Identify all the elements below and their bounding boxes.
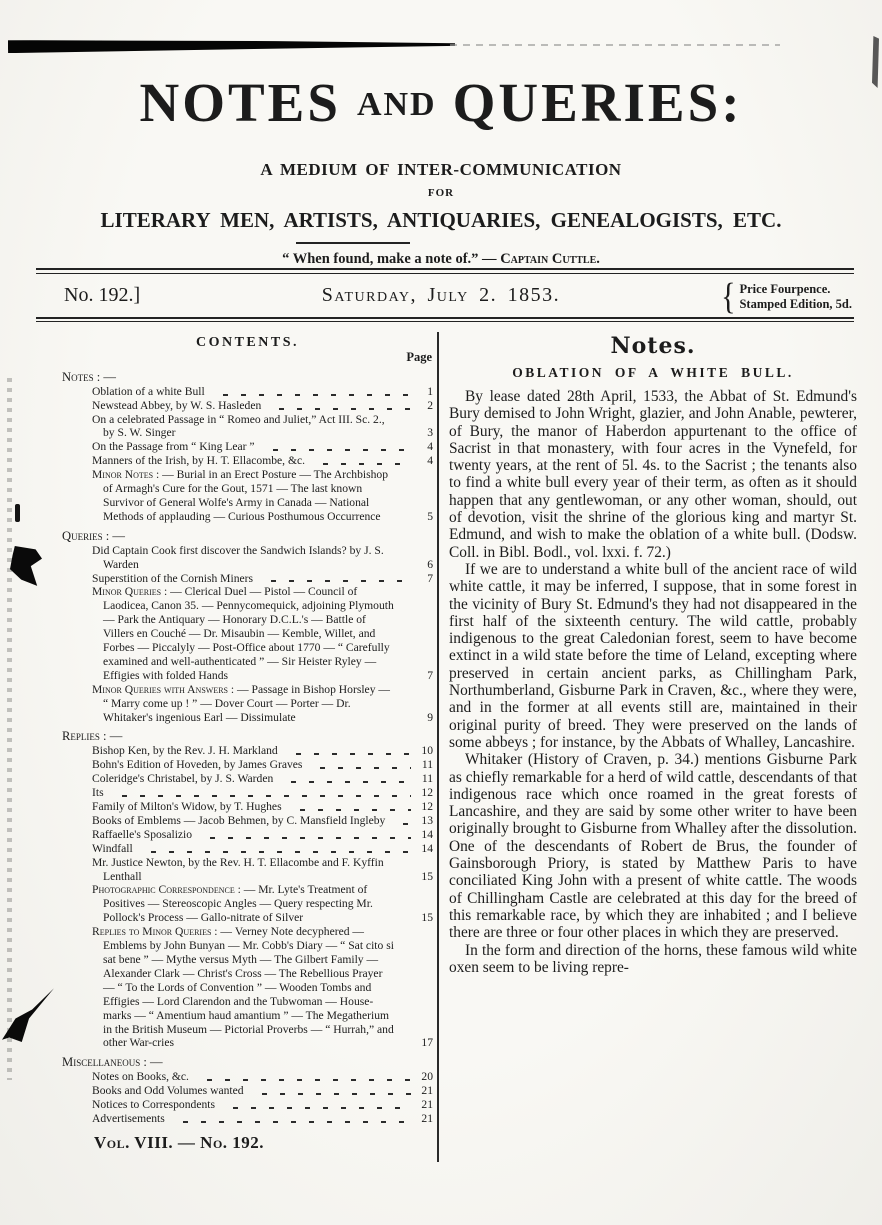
price-line-1: Price Fourpence. — [739, 281, 831, 296]
contents-item — [92, 585, 433, 682]
dash-leader — [266, 408, 411, 410]
contents-item-page: 11 — [421, 758, 433, 772]
contents-item-prefix: Minor Queries : — — [92, 585, 185, 599]
contents-item-prefix: Replies to Minor Queries : — — [92, 925, 235, 939]
dash-leader — [109, 795, 411, 797]
contents-item-page: 1 — [427, 384, 433, 398]
dash-leader — [138, 851, 411, 853]
contents-item-text: Superstition of the Cornish Miners — [92, 571, 254, 585]
horizontal-rule — [36, 273, 854, 274]
contents-item — [92, 758, 433, 772]
dash-leader — [210, 394, 411, 396]
contents-item-text: Notes on Books, &c. — [92, 1070, 189, 1084]
contents-item-page: 21 — [421, 1098, 433, 1112]
contents-item-text: Advertisements — [92, 1111, 165, 1125]
masthead-subtitle: A MEDIUM OF INTER-COMMUNICATION — [260, 160, 622, 179]
volume-footer: Vol. VIII. — No. 192. — [94, 1133, 265, 1152]
contents-item-page: 15 — [421, 869, 433, 883]
contents-page-label: Page — [406, 349, 432, 364]
dash-leader — [283, 753, 411, 755]
contents-item — [92, 1084, 433, 1098]
contents-item-text: Oblation of a white Bull — [92, 384, 205, 398]
contents-item — [92, 925, 433, 1050]
contents-item-prefix: Minor Queries with Answers : — — [92, 682, 252, 696]
contents-item-page: 12 — [421, 800, 433, 813]
dash-leader — [258, 580, 411, 582]
contents-item — [92, 883, 433, 925]
article-paragraph: If we are to understand a white bull of the ancient race of wild white cattle, it may be inferred, I suppose, that in some forest in the vicinity of Bury St. Edmund's they had not disappeared in the first half of the sixteenth century. The wild cattle, probably indigenous to the great Caledonian forest, seem to have become extinct in a wild state before the time of Leland, excepting where preserved in certain ancient parks, as Chillingham Park, Northumberland, Gisburne Park in Craven, &c., where they were, and in the former at all events still are, maintained in their original purity of breed. They were preserved on the lands of some abbeys ; for instance, by the Abbats of Whalley, Lancashire. — [449, 560, 857, 751]
contents-item-text: Notices to Correspondents — [92, 1098, 216, 1112]
article-paragraph: In the form and direction of the horns, these famous wild white oxen seem to be living repre- — [449, 941, 857, 976]
contents-item — [92, 828, 433, 842]
contents-heading: CONTENTS. — [195, 335, 300, 350]
masthead-audience: LITERARY MEN, ARTISTS, ANTIQUARIES, GENEALOGISTS, ETC. — [100, 208, 782, 232]
contents-item-page: 15 — [421, 911, 433, 925]
contents-item-text: Raffaelle's Sposalizio — [92, 827, 193, 841]
contents-item — [92, 744, 433, 758]
contents-item-page: 4 — [427, 440, 433, 454]
contents-item — [92, 1098, 433, 1112]
contents-item-page: 7 — [427, 668, 433, 682]
contents-section-header: Notes : — — [62, 369, 116, 384]
contents-item-page: 17 — [421, 1036, 433, 1050]
motto-quote: “ When found, make a note of.” — — [282, 251, 497, 267]
contents-item — [92, 413, 433, 441]
scan-artifact-ink-dash — [15, 504, 20, 522]
contents-section-header: Replies : — — [62, 729, 123, 744]
dash-leader — [399, 920, 411, 922]
contents-item-text: Windfall — [92, 841, 133, 855]
contents-item-text: Bishop Ken, by the Rev. J. H. Markland — [92, 744, 278, 758]
contents-sections — [62, 371, 433, 1126]
masthead-rule — [296, 242, 410, 244]
dash-leader — [399, 719, 411, 721]
contents-item-text: Manners of the Irish, by H. T. Ellacombe, &c. — [92, 454, 306, 468]
dash-leader — [390, 823, 411, 825]
horizontal-rule — [36, 317, 854, 319]
contents-section — [62, 1056, 433, 1126]
contents-item-text: On the Passage from “ King Lear ” — [92, 440, 255, 454]
contents-item-text: Minor Queries : — Clerical Duel — Pistol — Council of Laodicea, Canon 35. — Pennycomequick, adjoining Plymouth — Park the Antiquary — Honorary D.C.L.'s — Battle of Villers en Couché — Dr. Misaubin — Kemble, Willet, and Forbes — Piccalyly — Post-Office about 1770 — “ Carefully examined and well-authenticated ” — Sir Heister Ryley — Effigies with folded Hands — [92, 585, 394, 682]
dash-leader — [310, 463, 411, 465]
contents-section — [62, 371, 433, 524]
price-brace: { — [721, 275, 736, 317]
contents-item — [92, 800, 433, 814]
contents-section-items — [92, 385, 433, 524]
masthead-motto — [0, 251, 882, 268]
contents-item-page: 13 — [421, 813, 433, 827]
scan-artifact-top-line — [450, 44, 780, 46]
contents-item-page: 3 — [427, 426, 433, 440]
title-word-notes: NOTES — [139, 72, 341, 133]
contents-section-items — [92, 1070, 433, 1126]
contents-item — [92, 454, 433, 468]
contents-section-items — [92, 544, 433, 725]
contents-item-text: Mr. Justice Newton, by the Rev. H. T. Ellacombe and F. Kyffin Lenthall — [92, 855, 384, 883]
contents-item — [92, 683, 433, 725]
contents-item-page: 6 — [427, 557, 433, 571]
horizontal-rule — [36, 268, 854, 270]
article-paragraph: By lease dated 28th April, 1533, the Abbat of St. Edmund's Bury demised to John Wright, glazier, and John Anable, pewterer, of Bury, the manor of Haberdon appurtenant to the office of Sacrist in that monastery, with four acres in the Vynefeld, for twenty years, at the rent of 5l. 4s. to the Sacrist ; the tenants also to find a white bull every year of their term, as often as it should happen that any gentlewoman, or any other woman, should, out of devotion, visit the shrine of the glorious king and martyr St. Edmund, and wish to make the oblation of a white bull. (Dodsw. Coll. in Bibl. Bodl., vol. lxxi. f. 72.) — [449, 388, 857, 561]
contents-item — [92, 440, 433, 454]
issue-date: Saturday, July 2. 1853. — [321, 284, 561, 306]
contents-item-text: Minor Notes : — Burial in an Erect Posture — The Archbishop of Armagh's Cure for the Gout, 1571 — The last known Survivor of General Wolfe's Army in Canada — National Methods of applauding — Curious Posthumous Occurrence — [92, 468, 388, 523]
contents-item-text: Coleridge's Christabel, by J. S. Warden — [92, 772, 274, 786]
contents-item-page: 5 — [427, 509, 433, 523]
contents-item-text: Photographic Correspondence : — Mr. Lyte's Treatment of Positives — Stereoscopic Angles — Query respecting Mr. Pollock's Process — Gallo-nitrate of Silver — [92, 883, 373, 925]
contents-item-prefix: Minor Notes : — — [92, 468, 177, 482]
contents-item — [92, 1112, 433, 1126]
dash-leader — [399, 519, 411, 521]
dash-leader — [197, 837, 411, 839]
scan-artifact-top-bar — [8, 38, 455, 53]
contents-item-text: Its — [92, 786, 104, 800]
article-paragraph: Whitaker (History of Craven, p. 34.) mentions Gisburne Park as chiefly remarkable for a herd of wild cattle, descendants of that indigenous race which once roamed in the great forests of Lancashire, and they are said by some other writer to have been originally brought to Gisburne from Whalley after the dissolution. One of the descendants of Robert de Brus, the founder of Gainsborough Priory, is stated by Matthew Paris to have conciliated King John with a present of white cattle. The woods of Chillingham Castle are celebrated at this day for the breed of this remarkable race, by which they are inhabited ; and I believe there are three or four other places in which they are preserved. — [449, 751, 857, 942]
dash-leader — [399, 878, 411, 880]
dash-leader — [399, 435, 411, 437]
dash-leader — [399, 567, 411, 569]
contents-section-header: Queries : — — [62, 528, 125, 543]
contents-item-text: Replies to Minor Queries : — Verney Note decyphered — Emblems by John Bunyan — Mr. Cobb's Diary — “ Sat cito si sat bene ” — Mythe versus Myth — The Gilbert Family — Alexander Clark — Christ's Cross — The Rebellious Prayer — “ To the Lords of Convention ” — Wooden Tombs and Effigies — Lord Clarendon and the Tubwoman — House-marks — “ Amentium haud amantium ” — The Megatherium in the British Museum — Pictorial Proverbs — “ Hurrah,” and other War-cries — [92, 925, 394, 1050]
contents-item-page: 9 — [427, 710, 433, 724]
scan-artifact-left-noise — [7, 378, 12, 1080]
contents-item-text: Books and Odd Volumes wanted — [92, 1084, 244, 1098]
dash-leader — [399, 1045, 411, 1047]
contents-item-page: 4 — [427, 454, 433, 468]
contents-item-page: 12 — [421, 786, 433, 800]
article-column — [449, 333, 857, 976]
contents-item — [92, 842, 433, 856]
contents-item-text: Bohn's Edition of Hoveden, by James Graves — [92, 758, 303, 772]
masthead-for: FOR — [427, 187, 455, 199]
issue-number: No. 192.] — [64, 284, 141, 306]
price-line-2: Stamped Edition, 5d. — [739, 297, 852, 311]
dash-leader — [170, 1121, 411, 1123]
contents-item-page: 14 — [421, 827, 433, 841]
contents-item-page: 10 — [421, 744, 433, 758]
contents-column — [62, 336, 433, 1126]
contents-item-page: 20 — [421, 1070, 433, 1084]
price-block — [721, 275, 852, 317]
publication-title — [0, 72, 882, 148]
dash-leader — [399, 678, 411, 680]
contents-item-prefix: Photographic Correspondence : — — [92, 883, 259, 897]
contents-item — [92, 1070, 433, 1084]
contents-item-page: 21 — [421, 1084, 433, 1098]
contents-item-text: Minor Queries with Answers : — Passage in Bishop Horsley — “ Marry come up ! ” — Dover Court — Porter — Dr. Whitaker's ingenious Earl — Dissimulate — [92, 682, 390, 724]
article-title: OBLATION OF A WHITE BULL. — [512, 365, 794, 380]
contents-item — [92, 544, 433, 572]
dash-leader — [278, 781, 411, 783]
contents-section — [62, 730, 433, 1050]
contents-item-text: Books of Emblems — Jacob Behmen, by C. Mansfield Ingleby — [92, 813, 386, 827]
contents-item-page: 2 — [427, 398, 433, 412]
contents-section — [62, 530, 433, 725]
contents-item — [92, 468, 433, 524]
contents-item-page: 21 — [421, 1111, 433, 1125]
horizontal-rule — [36, 321, 854, 322]
contents-item-page: 7 — [427, 571, 433, 585]
contents-item — [92, 814, 433, 828]
dash-leader — [260, 449, 411, 451]
price-lines — [739, 282, 852, 313]
article-body — [449, 388, 857, 976]
masthead — [0, 72, 882, 268]
contents-item-text: Newstead Abbey, by W. S. Hasleden — [92, 398, 262, 412]
contents-section-items — [92, 744, 433, 1050]
title-word-and: AND — [356, 86, 437, 123]
dash-leader — [249, 1093, 411, 1095]
dash-leader — [194, 1079, 411, 1081]
contents-item-text: Family of Milton's Widow, by T. Hughes — [92, 800, 282, 813]
contents-item-text: Did Captain Cook first discover the Sandwich Islands? by J. S. Warden — [92, 543, 384, 571]
scan-artifact-ink-blob — [10, 546, 42, 588]
dash-leader — [287, 809, 411, 811]
contents-item — [92, 572, 433, 586]
contents-item-page: 14 — [421, 841, 433, 855]
contents-section-header: Miscellaneous : — — [62, 1055, 163, 1070]
contents-item — [92, 385, 433, 399]
section-heading-notes: Notes. — [610, 333, 696, 359]
dash-leader — [307, 767, 411, 769]
contents-item — [92, 772, 433, 786]
contents-item — [92, 786, 433, 800]
contents-item — [92, 399, 433, 413]
column-divider — [437, 332, 439, 1162]
contents-item-page: 11 — [421, 772, 433, 786]
dash-leader — [220, 1107, 411, 1109]
contents-item — [92, 856, 433, 884]
title-word-queries: QUERIES: — [452, 72, 743, 133]
motto-attribution: Captain Cuttle. — [500, 251, 600, 267]
contents-item-text: On a celebrated Passage in “ Romeo and Juliet,” Act III. Sc. 2., by S. W. Singer — [92, 412, 385, 440]
